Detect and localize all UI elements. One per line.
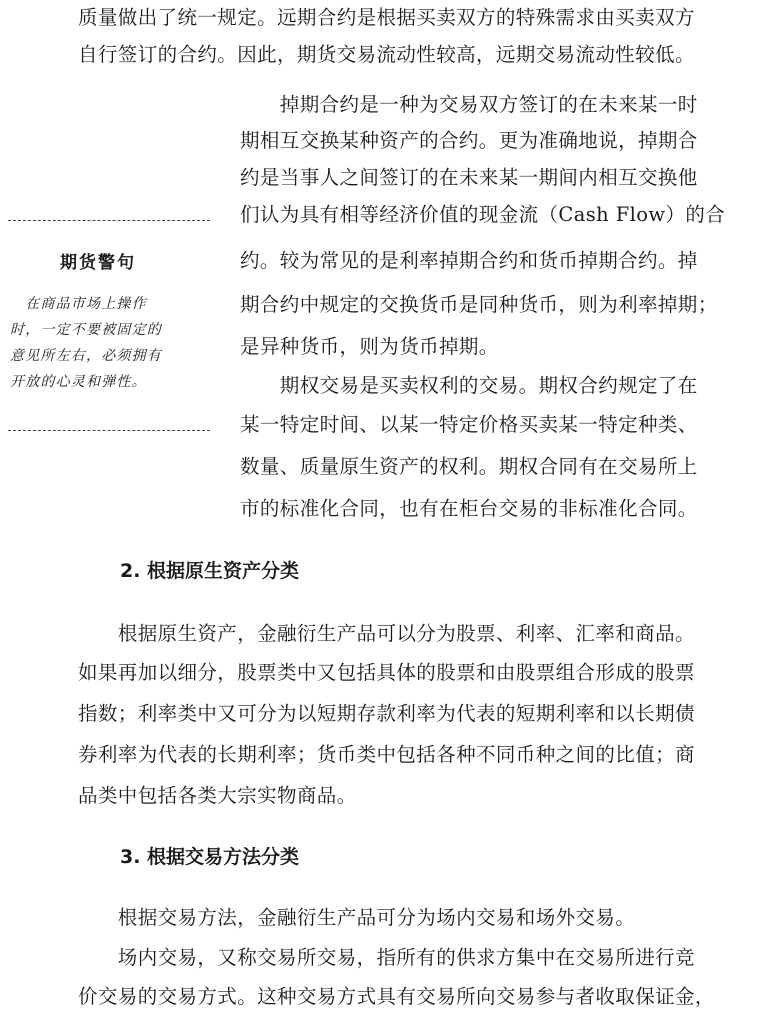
body-line: 价交易的交易方式。这种交易方式具有交易所向交易参与者收取保证金， <box>78 985 715 1008</box>
body-line: 根据交易方法，金融衍生产品可分为场内交易和场外交易。 <box>78 906 636 929</box>
column-line: 期相互交换某种资产的合约。更为准确地说，掉期合 <box>240 129 698 152</box>
body-line: 自行签订的合约。因此，期货交易流动性较高，远期交易流动性较低。 <box>78 43 695 66</box>
column-line: 数量、质量原生资产的权利。期权合同有在交易所上 <box>240 455 698 478</box>
column-line: 约。较为常见的是利率掉期合约和货币掉期合约。掉 <box>240 249 698 272</box>
sidebar-line: 在商品市场上操作 <box>10 296 147 312</box>
body-line: 券利率为代表的长期利率；货币类中包括各种不同币种之间的比值；商 <box>78 743 695 766</box>
column-line: 市的标准化合同，也有在柜台交易的非标准化合同。 <box>240 497 698 520</box>
column-line: 期合约中规定的交换货币是同种货币，则为利率掉期； <box>240 293 718 316</box>
column-line: 掉期合约是一种为交易双方签订的在未来某一时 <box>240 93 698 116</box>
column-line: 约是当事人之间签订的在未来某一期间内相互交换他 <box>240 166 698 189</box>
column-line: 期权交易是买卖权利的交易。期权合约规定了在 <box>240 374 698 397</box>
section-heading: 3. 根据交易方法分类 <box>120 846 300 868</box>
body-line: 品类中包括各类大宗实物商品。 <box>78 784 357 807</box>
sidebar-line: 时，一定不要被固定的 <box>10 322 162 338</box>
sidebar-line: 意见所左右，必须拥有 <box>10 348 162 364</box>
body-line: 质量做出了统一规定。远期合约是根据买卖双方的特殊需求由买卖双方 <box>78 6 695 29</box>
section-heading: 2. 根据原生资产分类 <box>120 560 300 582</box>
body-line: 根据原生资产，金融衍生产品可以分为股票、利率、汇率和商品。 <box>78 622 695 645</box>
body-line: 场内交易，又称交易所交易，指所有的供求方集中在交易所进行竞 <box>78 946 695 969</box>
sidebar-line: 开放的心灵和弹性。 <box>10 374 147 390</box>
body-line: 指数；利率类中又可分为以短期存款利率为代表的短期利率和以长期债 <box>78 702 695 725</box>
sidebar-bottom-rule <box>8 430 210 431</box>
body-line: 如果再加以细分，股票类中又包括具体的股票和由股票组合形成的股票 <box>78 661 695 684</box>
sidebar-title: 期货警句 <box>60 253 136 273</box>
column-line: 某一特定时间、以某一特定价格买卖某一特定种类、 <box>240 413 698 436</box>
column-line: 是异种货币，则为货币掉期。 <box>240 335 499 358</box>
sidebar-top-rule <box>8 220 210 221</box>
column-line: 们认为具有相等经济价值的现金流（Cash Flow）的合 <box>240 203 726 226</box>
